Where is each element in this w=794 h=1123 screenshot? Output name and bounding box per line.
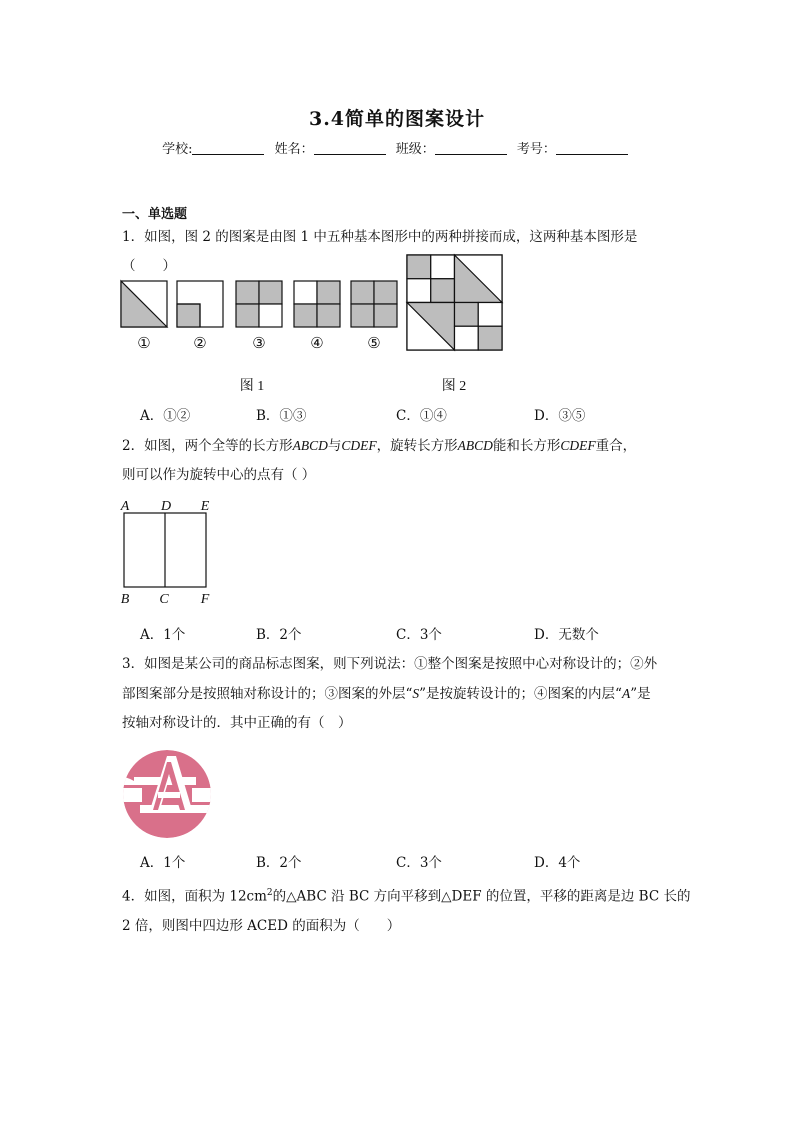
point-a: A (120, 499, 130, 514)
q2-rect-abcd: ABCD (292, 438, 328, 453)
q1-option-d[interactable]: D．③⑤ (534, 408, 586, 424)
shape-label: ⑤ (367, 336, 381, 352)
student-info (0, 138, 794, 157)
q3-line3: 按轴对称设计的．其中正确的有（ ） (122, 715, 352, 731)
q2-part: ，旋转长方形 (376, 438, 458, 454)
q1-option-c[interactable]: C．①④ (396, 408, 447, 424)
point-d: D (160, 499, 172, 514)
q2-text (122, 431, 722, 490)
point-c: C (159, 592, 169, 607)
fig1-caption: 图 1 (239, 379, 265, 394)
figure-2 (407, 255, 502, 350)
q1-option-a[interactable]: A．①② (140, 408, 191, 424)
q2-line2: 则可以作为旋转中心的点有（ ） (122, 467, 316, 483)
q3-option-a[interactable]: A．1个 (140, 855, 186, 871)
q1-figures (118, 252, 518, 400)
class-label: 班级： (395, 142, 435, 157)
shape-4 (294, 281, 340, 327)
q2-option-a[interactable]: A．1个 (140, 627, 186, 643)
shape-2 (177, 281, 223, 327)
page-title: 3.4简单的图案设计 (308, 108, 486, 130)
q3-letter-a: A (621, 686, 631, 701)
shape-1 (121, 281, 167, 327)
q2-part: 与 (327, 438, 342, 454)
section-heading: 一、单选题 (122, 207, 188, 222)
q3-text (122, 650, 722, 738)
shape-label: ② (193, 336, 207, 352)
q3-part: ”是 (630, 686, 651, 702)
q3-option-b[interactable]: B．2个 (256, 855, 302, 871)
point-f: F (200, 592, 210, 607)
q2-rect-cdef: CDEF (341, 438, 377, 453)
q3-option-c[interactable]: C．3个 (396, 855, 442, 871)
q4-line2: 2 倍，则图中四边形 ACED 的面积为（ ） (122, 917, 401, 934)
q2-rect-cdef: CDEF (560, 438, 596, 453)
q3-part: ”是按旋转设计的；④图案的内层“ (419, 686, 622, 702)
school-label: 学校: (162, 142, 193, 157)
q2-part: 能和长方形 (492, 438, 561, 454)
shape-label: ③ (252, 336, 266, 352)
class-blank[interactable] (435, 141, 507, 155)
q2-option-b[interactable]: B．2个 (256, 627, 302, 643)
q3-letter-s: S (412, 686, 420, 701)
q2-figure (116, 497, 226, 609)
name-label: 姓名： (274, 142, 314, 157)
exam-no-label: 考号： (516, 142, 556, 157)
exam-no-blank[interactable] (556, 141, 628, 155)
school-blank[interactable] (192, 141, 264, 155)
q1-option-b[interactable]: B．①③ (256, 408, 307, 424)
q2-part: 2．如图，两个全等的长方形 (122, 438, 293, 454)
shape-label: ④ (310, 336, 324, 352)
fig2-caption: 图 2 (441, 379, 467, 394)
q3-part: 部图案部分是按照轴对称设计的；③图案的外层“ (122, 686, 413, 702)
q2-part: 重合， (595, 438, 637, 454)
q4-part: 的△ABC 沿 BC 方向平移到△DEF 的位置，平移的距离是边 BC 长的 (272, 888, 691, 905)
point-e: E (200, 499, 210, 514)
q2-option-d[interactable]: D．无数个 (534, 627, 599, 643)
q1-text: 1．如图，图 2 的图案是由图 1 中五种基本图形中的两种拼接而成，这两种基本图形是（ ） (122, 229, 638, 274)
name-blank[interactable] (314, 141, 386, 155)
q2-rect-abcd: ABCD (457, 438, 493, 453)
q2-option-c[interactable]: C．3个 (396, 627, 442, 643)
q3-option-d[interactable]: D．4个 (534, 855, 581, 871)
q3-line1: 3．如图是某公司的商品标志图案，则下列说法：①整个图案是按照中心对称设计的；②外 (122, 656, 658, 672)
shape-3 (236, 281, 282, 327)
q4-superscript: 2 (266, 888, 273, 898)
shape-5 (351, 281, 397, 327)
q4-text (122, 879, 722, 941)
q3-logo (120, 748, 216, 842)
point-b: B (120, 592, 130, 607)
shape-label: ① (137, 336, 151, 352)
q4-part: 4．如图，面积为 12cm (122, 888, 267, 905)
